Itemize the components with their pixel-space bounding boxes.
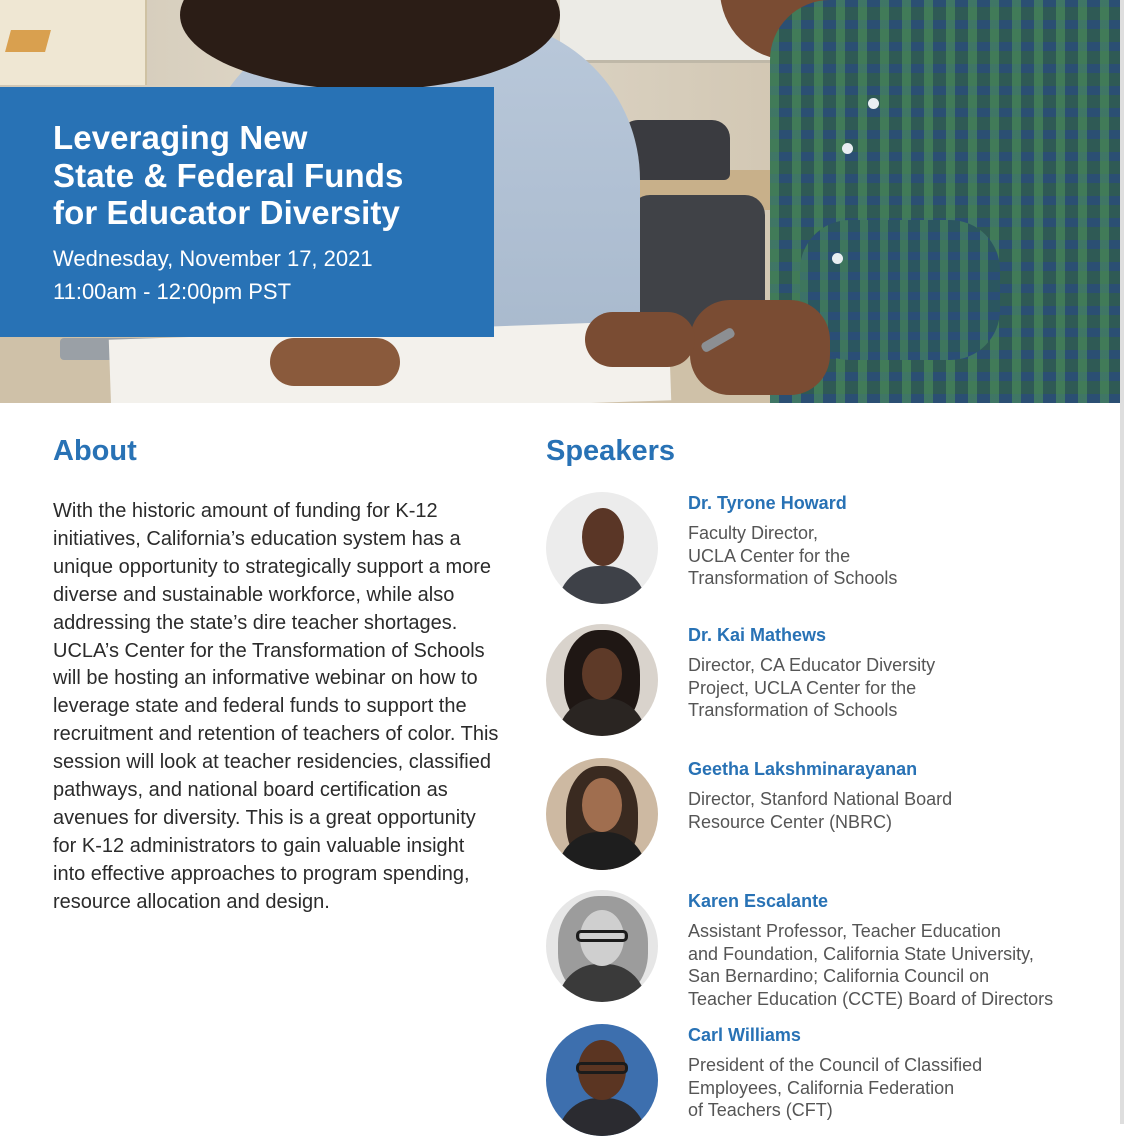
speaker-role-line: Assistant Professor, Teacher Education <box>688 921 1001 941</box>
speaker-role-line: and Foundation, California State University, <box>688 943 1034 964</box>
speaker-role-line: UCLA Center for the <box>688 545 851 566</box>
event-time: 11:00am - 12:00pm PST <box>53 278 292 304</box>
about-line: unique opportunity to strategically support a more <box>53 555 492 578</box>
speaker-role-line: Resource Center (NBRC) <box>688 811 893 832</box>
about-line: diverse and sustainable workforce, while also <box>53 583 455 606</box>
about-line: for K-12 administrators to gain valuable insight <box>53 834 465 857</box>
about-body <box>53 498 503 917</box>
about-line: With the historic amount of funding for K-12 <box>53 500 438 522</box>
poster-graphic <box>5 30 51 52</box>
speaker-role-line: San Bernardino; California Council on <box>688 966 990 986</box>
speaker-role-line: Faculty Director, <box>688 523 819 543</box>
speaker-name: Dr. Tyrone Howard <box>688 493 847 513</box>
speaker-photo <box>546 1024 658 1136</box>
event-date: Wednesday, November 17, 2021 <box>53 245 373 271</box>
speaker-role-line: Transformation of Schools <box>688 700 898 720</box>
speaker-role <box>688 522 1108 590</box>
about-line: resource allocation and design. <box>53 890 330 913</box>
speaker-role-line: of Teachers (CFT) <box>688 1100 833 1120</box>
speaker-photo <box>546 758 658 870</box>
teacher-hand <box>270 338 400 386</box>
about-line: into effective approaches to program spending, <box>53 862 470 885</box>
speaker-name: Carl Williams <box>688 1025 801 1045</box>
speaker-role-line: President of the Council of Classified <box>688 1055 983 1075</box>
speaker-role <box>688 654 1108 722</box>
about-line: leverage state and federal funds to support the <box>53 695 467 718</box>
shirt-button <box>868 98 879 109</box>
about-line: session will look at teacher residencies, classified <box>53 751 491 774</box>
speaker-photo <box>546 624 658 736</box>
event-title-line: Leveraging New <box>53 119 308 156</box>
event-title-line: for Educator Diversity <box>53 194 400 231</box>
speaker-role <box>688 788 1108 833</box>
about-line: will be hosting an informative webinar on how to <box>53 667 478 690</box>
speaker-role-line: Director, Stanford National Board <box>688 789 953 809</box>
shirt-button <box>842 143 853 154</box>
speaker-photo <box>546 890 658 1002</box>
event-title-box <box>0 87 494 337</box>
speaker-role-line: Employees, California Federation <box>688 1077 955 1098</box>
speaker-role-line: Transformation of Schools <box>688 568 898 588</box>
speaker-role <box>688 920 1108 1010</box>
about-line: pathways, and national board certification as <box>53 779 448 802</box>
speakers-heading: Speakers <box>546 435 675 467</box>
speaker-name: Karen Escalante <box>688 891 829 911</box>
speaker-name: Dr. Kai Mathews <box>688 625 827 645</box>
about-heading: About <box>53 435 137 467</box>
page-edge <box>1120 0 1124 1124</box>
about-line: recruitment and retention of teachers of color. This <box>53 723 499 746</box>
shirt-button <box>832 253 843 264</box>
student-hand <box>585 312 695 367</box>
speaker-role-line: Teacher Education (CCTE) Board of Directors <box>688 988 1054 1009</box>
speaker-name: Geetha Lakshminarayanan <box>688 759 918 779</box>
event-title-line: State & Federal Funds <box>53 156 404 194</box>
speaker-photo <box>546 492 658 604</box>
student-sleeve <box>800 220 1000 360</box>
about-line: UCLA’s Center for the Transformation of Schools <box>53 639 485 662</box>
speaker-role <box>688 1054 1108 1122</box>
speaker-role-line: Project, UCLA Center for the <box>688 677 917 698</box>
about-line: avenues for diversity. This is a great opportunity <box>53 806 476 829</box>
about-line: initiatives, California’s education system has a <box>53 527 461 550</box>
speaker-role-line: Director, CA Educator Diversity <box>688 655 936 675</box>
about-line: addressing the state’s dire teacher shortages. <box>53 611 458 634</box>
